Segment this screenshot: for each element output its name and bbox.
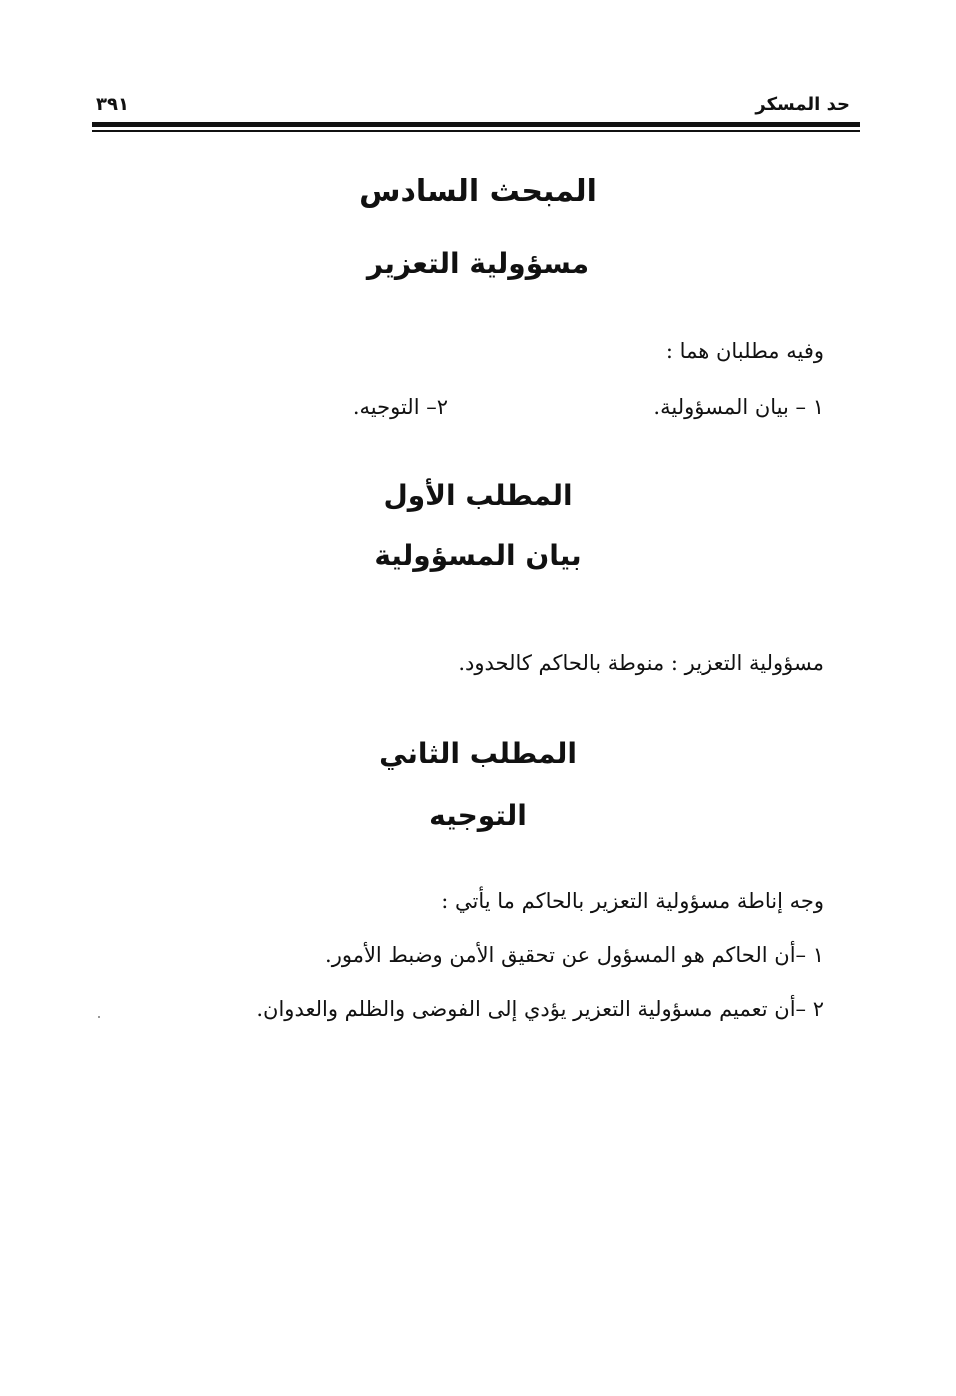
header-rule-thin — [92, 130, 860, 132]
running-title: حد المسكر — [755, 94, 850, 115]
second-topic-title: المطلب الثاني — [379, 737, 577, 770]
page-number: ٣٩١ — [96, 94, 129, 115]
running-header — [92, 92, 860, 118]
first-topic-text: مسؤولية التعزير : منوطة بالحاكم كالحدود. — [458, 651, 824, 675]
second-topic-point: ١ –أن الحاكم هو المسؤول عن تحقيق الأمن وضبط الأمور. — [325, 943, 824, 967]
second-topic-subtitle: التوجيه — [429, 799, 527, 832]
scan-speck — [98, 1016, 100, 1018]
first-topic-subtitle: بيان المسؤولية — [374, 539, 582, 572]
second-topic-intro: وجه إناطة مسؤولية التعزير بالحاكم ما يأتي : — [441, 889, 824, 913]
section-title: المبحث السادس — [359, 174, 597, 209]
second-topic-point: ٢ –أن تعميم مسؤولية التعزير يؤدي إلى الفوضى والظلم والعدوان. — [256, 997, 824, 1021]
section-intro: وفيه مطلبان هما : — [665, 339, 824, 363]
list-item: ١ – بيان المسؤولية. — [653, 395, 824, 419]
section-subtitle: مسؤولية التعزير — [366, 247, 590, 280]
list-item: ٢– التوجيه. — [352, 395, 448, 419]
section-items — [124, 390, 824, 424]
header-rule-thick — [92, 122, 860, 127]
first-topic-title: المطلب الأول — [383, 479, 573, 512]
